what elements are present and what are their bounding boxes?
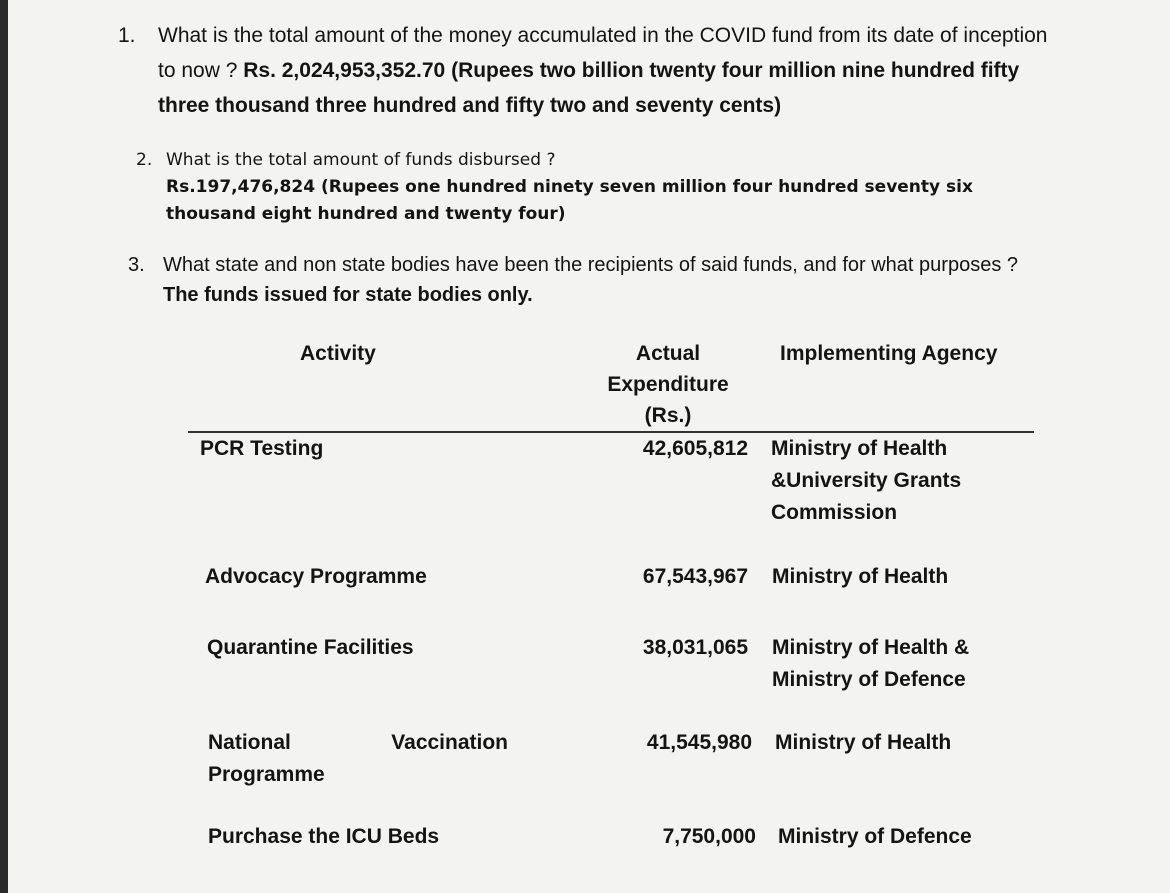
q3-answer: The funds issued for state bodies only. [163,284,533,306]
q3-text [163,250,1053,310]
row5-activity: Purchase the ICU Beds [208,825,440,848]
q3-number: 3. [128,254,145,276]
q2-answer: Rs.197,476,824 (Rupees one hundred ninety seven million four hundred seventy six thousand eight hundred and twenty four) [166,177,973,224]
row1-amount: 42,605,812 [642,437,748,460]
row2-amount: 67,543,967 [642,565,748,588]
header-agency: Implementing Agency [780,342,998,365]
q1-question: What is the total amount of the money accumulated in the COVID fund from its date of inception to now ? [158,24,1048,82]
row4-agency: Ministry of Health [775,731,952,754]
header-activity: Activity [300,342,376,365]
q1-text [158,18,1048,123]
row4-activity: National Vaccination Programme [208,731,508,786]
q2-question: What is the total amount of funds disbursed ? [166,150,556,170]
row5-agency: Ministry of Defence [778,825,972,848]
q3-question: What state and non state bodies have been the recipients of said funds, and for what purposes ? [163,254,1018,276]
q2-number: 2. [136,150,153,170]
row1-activity: PCR Testing [200,437,324,460]
row2-agency: Ministry of Health [772,565,949,588]
row2-activity: Advocacy Programme [205,565,427,588]
q1-answer: Rs. 2,024,953,352.70 (Rupees two billion twenty four million nine hundred fifty three thousand three hundred and fifty two and seventy cents) [158,59,1020,117]
row3-agency: Ministry of Health & Ministry of Defence [772,636,970,691]
document-page [8,0,1170,893]
row5-amount: 7,750,000 [662,825,756,848]
row3-activity: Quarantine Facilities [207,636,414,659]
row3-amount: 38,031,065 [642,636,748,659]
q2-text [166,147,1066,228]
row4-amount: 41,545,980 [646,731,752,754]
q1-number: 1. [118,24,136,47]
header-expenditure: Actual Expenditure (Rs.) [607,342,729,427]
row1-agency: Ministry of Health &University Grants Commission [771,437,962,524]
